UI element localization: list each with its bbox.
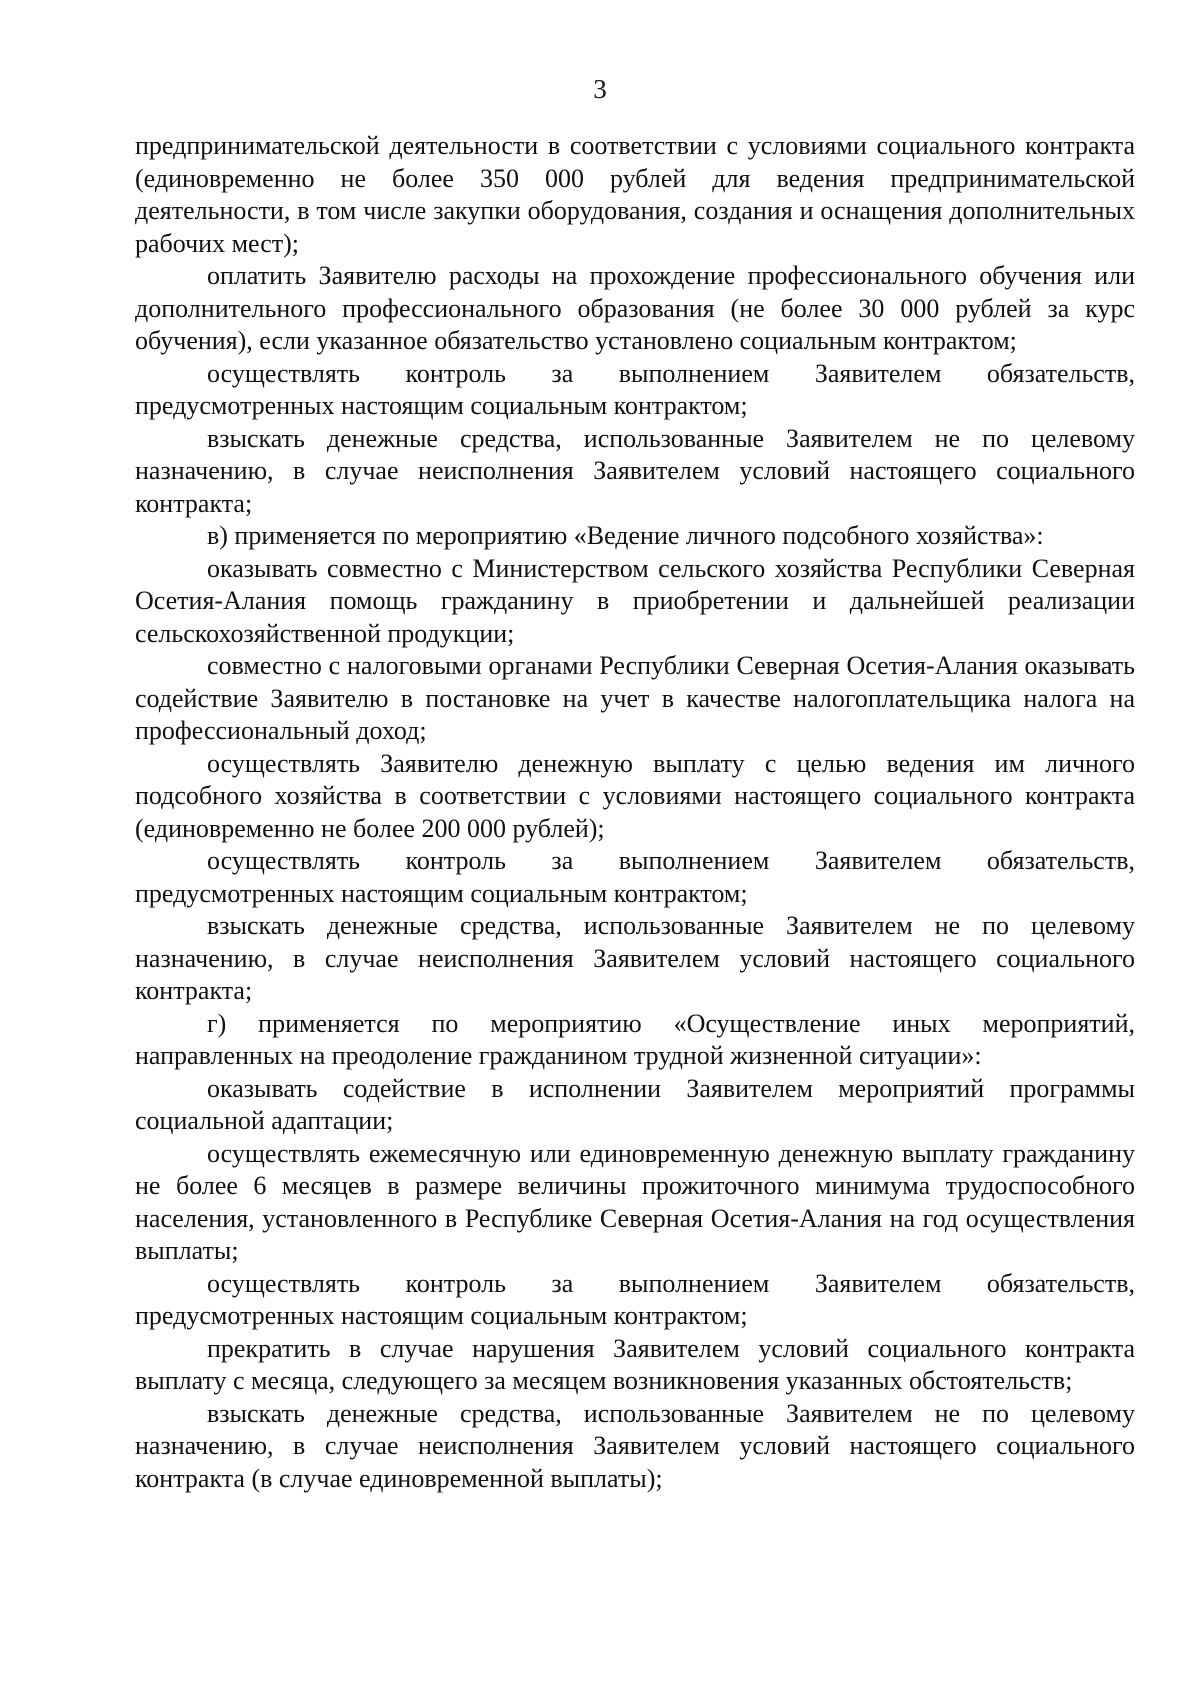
paragraph: оказывать совместно с Министерством сельского хозяйства Республики Северная Осетия-Алания помощь гражданину в приобретении и дальнейшей реализации сельскохозяйственной продукции;: [135, 553, 1135, 648]
paragraph: осуществлять контроль за выполнением Заявителем обязательств, предусмотренных настоящим социальным контрактом;: [135, 846, 1135, 908]
subsection-heading-v: в) применяется по мероприятию «Ведение личного подсобного хозяйства»:: [207, 521, 1044, 550]
paragraph: осуществлять контроль за выполнением Заявителем обязательств, предусмотренных настоящим социальным контрактом;: [135, 1268, 1135, 1330]
subsection-heading-g: г) применяется по мероприятию «Осуществление иных мероприятий, направленных на преодоление гражданином трудной жизненной ситуации»:: [135, 1008, 1135, 1070]
paragraph: оказывать содействие в исполнении Заявителем мероприятий программы социальной адаптации;: [135, 1073, 1135, 1135]
page-number: 3: [593, 74, 607, 104]
paragraph: взыскать денежные средства, использованные Заявителем не по целевому назначению, в случае неисполнения Заявителем условий настоящего социального контракта;: [135, 423, 1135, 518]
paragraph: совместно с налоговыми органами Республики Северная Осетия-Алания оказывать содействие Заявителю в постановке на учет в качестве налогоплательщика налога на профессиональный доход;: [135, 651, 1135, 745]
paragraph: взыскать денежные средства, использованные Заявителем не по целевому назначению, в случае неисполнения Заявителем условий настоящего социального контракта (в случае единовременной выплаты);: [135, 1398, 1135, 1493]
paragraph: осуществлять ежемесячную или единовременную денежную выплату гражданину не более 6 месяцев в размере величины прожиточного минимума трудоспособного населения, установленного в Республике Северная Осетия-Алания на год осуществления выплаты;: [135, 1138, 1135, 1265]
paragraph: осуществлять контроль за выполнением Заявителем обязательств, предусмотренных настоящим социальным контрактом;: [135, 358, 1135, 420]
paragraph: осуществлять Заявителю денежную выплату с целью ведения им личного подсобного хозяйства в соответствии с условиями настоящего социального контракта (единовременно не более 200 000 рублей);: [135, 748, 1135, 843]
paragraph: прекратить в случае нарушения Заявителем условий социального контракта выплату с месяца, следующего за месяцем возникновения указанных обстоятельств;: [135, 1333, 1135, 1395]
paragraph-continuation: предпринимательской деятельности в соответствии с условиями социального контракта (единовременно не более 350 000 рублей для ведения предпринимательской деятельности, в том числе закупки оборудования, создания и оснащения дополнительных рабочих мест);: [135, 131, 1135, 258]
document-body: [135, 130, 1135, 1495]
paragraph: взыскать денежные средства, использованные Заявителем не по целевому назначению, в случае неисполнения Заявителем условий настоящего социального контракта;: [135, 911, 1135, 1005]
paragraph: оплатить Заявителю расходы на прохождение профессионального обучения или дополнительного профессионального образования (не более 30 000 рублей за курс обучения), если указанное обязательство установлено социальным контрактом;: [135, 261, 1135, 355]
